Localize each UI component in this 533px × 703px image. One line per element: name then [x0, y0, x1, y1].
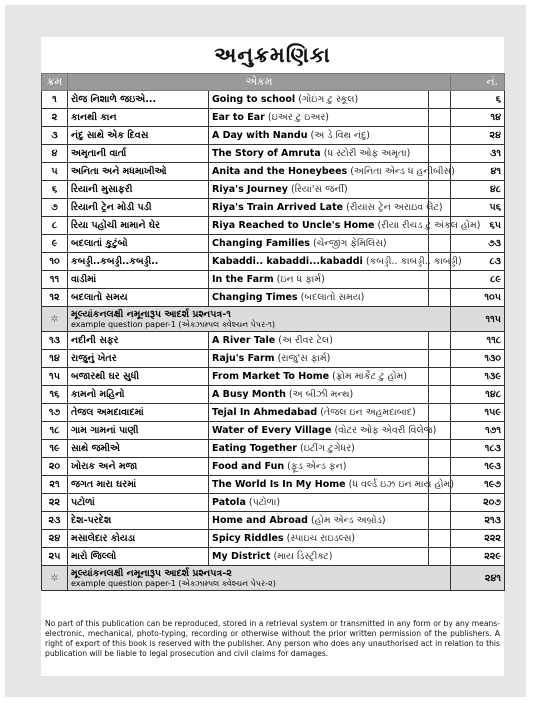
spacer [429, 494, 451, 512]
unit-title-english [209, 458, 429, 476]
page-number: ૫૬ [451, 199, 505, 217]
unit-title-english [209, 494, 429, 512]
spacer [429, 235, 451, 253]
english-title: Ear to Ear [212, 112, 265, 123]
unit-number: ૨૪ [42, 530, 68, 548]
unit-number: ૨ [42, 109, 68, 127]
unit-number: ૨૧ [42, 476, 68, 494]
page-number: ૧૩૦ [451, 350, 505, 368]
unit-title-english [209, 350, 429, 368]
star-icon: ✲ [42, 566, 68, 591]
transliteration: (ધ સ્ટોરી ઓફ અમૃતા) [323, 148, 411, 159]
unit-title-gujarati[interactable]: અમૃતાની વાર્તા [68, 145, 209, 163]
unit-title-english [209, 199, 443, 217]
table-header [42, 74, 505, 91]
page-number: ૭૩ [451, 235, 505, 253]
spacer [429, 350, 451, 368]
spacer [429, 404, 451, 422]
contents-table [41, 73, 505, 591]
unit-title-english [209, 440, 429, 458]
page-number: ૨૦૭ [451, 494, 505, 512]
header-number: ક્રમ [42, 74, 68, 91]
page-background [5, 5, 526, 697]
spacer [429, 332, 451, 350]
unit-title-gujarati[interactable]: દેશ-પરદેશ [68, 512, 209, 530]
unit-title-english [209, 253, 462, 271]
spacer [429, 530, 451, 548]
page-number: ૨૪૧ [451, 566, 505, 591]
table-row[interactable] [42, 271, 505, 289]
transliteration: (ફૂડ એન્ડ ફન) [287, 461, 347, 472]
spacer [429, 109, 451, 127]
table-row[interactable] [42, 530, 505, 548]
unit-title-gujarati[interactable]: મસાલેદાર કોયડા [68, 530, 209, 548]
table-row[interactable] [42, 91, 505, 109]
unit-title-gujarati[interactable]: કાનથી કાન [68, 109, 209, 127]
page-number: ૧૩૯ [451, 368, 505, 386]
table-row[interactable] [42, 440, 505, 458]
star-icon: ✲ [42, 307, 68, 332]
english-title: Anita and the Honeybees [212, 166, 348, 177]
unit-title-english [209, 163, 455, 181]
exam-paper-title[interactable] [68, 566, 451, 591]
english-title: Home and Abroad [212, 515, 308, 526]
unit-title-english [209, 127, 429, 145]
spacer [429, 440, 451, 458]
exam-paper-subtitle: example question paper-1 (એક્ઝામ્પલ ક્વેશ્ચન પેપર-૧) [71, 319, 276, 329]
spacer [429, 548, 451, 566]
transliteration: (અનિતા એન્ડ ધ હનીબીસ) [350, 166, 455, 177]
english-title: Tejal In Ahmedabad [212, 407, 318, 418]
page-number: ૧૪૮ [451, 386, 505, 404]
unit-number: ૮ [42, 217, 68, 235]
table-row[interactable] [42, 332, 505, 350]
unit-title-gujarati[interactable]: નંદુ સાથે એક દિવસ [68, 127, 209, 145]
transliteration: (કબડ્ડી.. કાબડ્ડી.. કાબડ્ડી) [365, 256, 462, 267]
unit-title-gujarati[interactable]: સાથે જમીએ [68, 440, 209, 458]
unit-number: ૬ [42, 181, 68, 199]
unit-number: ૧૯ [42, 440, 68, 458]
unit-title-gujarati[interactable]: કબડ્ડી..કબડ્ડી..કબડ્ડી.. [68, 253, 209, 271]
english-title: Raju's Farm [212, 353, 275, 364]
unit-title-english [209, 548, 429, 566]
page-number: ૬૫ [451, 217, 505, 235]
unit-title-gujarati[interactable]: જગત મારા ઘરમાં [68, 476, 209, 494]
english-title: The World Is In My Home [212, 479, 346, 490]
unit-title-gujarati[interactable]: રિયા પહોંચી મામાને ઘેર [68, 217, 209, 235]
table-row[interactable] [42, 494, 505, 512]
transliteration: (સ્પાઇચ રાઇડલ્સ) [286, 533, 356, 544]
table-row[interactable] [42, 404, 505, 422]
unit-number: ૧૭ [42, 404, 68, 422]
spacer [429, 127, 451, 145]
english-title: Riya's Journey [212, 184, 288, 195]
exam-paper-subtitle: example question paper-1 (એક્ઝામ્પલ ક્વેશ્ચન પેપર-૨) [71, 578, 276, 588]
unit-number: ૨૫ [42, 548, 68, 566]
transliteration: (રીયા રીચડ ટુ અંકલ હોમ) [377, 220, 481, 231]
page-number: ૪૮ [451, 181, 505, 199]
unit-title-gujarati[interactable]: રાજુનું ખેતર [68, 350, 209, 368]
page-number: ૧૧૫ [451, 307, 505, 332]
english-title: The Story of Amruta [212, 148, 321, 159]
english-title: Changing Times [212, 292, 298, 303]
table-row[interactable] [42, 350, 505, 368]
spacer [429, 458, 451, 476]
page-number: ૧૪ [451, 109, 505, 127]
page-number: ૨૧૩ [451, 512, 505, 530]
unit-title-english [209, 422, 437, 440]
english-title: Water of Every Village [212, 425, 332, 436]
page-number: ૮૩ [451, 253, 505, 271]
unit-title-english [209, 289, 429, 307]
spacer [429, 512, 451, 530]
table-row[interactable] [42, 181, 505, 199]
unit-title-english [209, 386, 429, 404]
table-row[interactable] [42, 217, 505, 235]
unit-number: ૪ [42, 145, 68, 163]
unit-title-gujarati[interactable]: રોજ નિશાળે જઇએ... [68, 91, 209, 109]
table-row[interactable] [42, 386, 505, 404]
page-number: ૨૪ [451, 127, 505, 145]
unit-number: ૧૦ [42, 253, 68, 271]
unit-number: ૨૨ [42, 494, 68, 512]
transliteration: (તેજલ ઇન અહમદાબાદ) [320, 407, 416, 418]
index-page [41, 37, 504, 676]
table-row[interactable] [42, 422, 505, 440]
unit-title-english [209, 145, 429, 163]
exam-paper-heading: મૂલ્યાંકનલક્ષી નમૂનારૂપ આદર્શ પ્રશ્નપત્ર-૧ [71, 308, 231, 320]
exam-paper-heading: મૂલ્યાંકનલક્ષી નમૂનારૂપ આદર્શ પ્રશ્નપત્ર-૨ [71, 567, 232, 579]
table-row[interactable] [42, 289, 505, 307]
unit-title-gujarati[interactable]: અનિતા અને મધમાખીઓ [68, 163, 209, 181]
english-title: From Market To Home [212, 371, 330, 382]
transliteration: (માય ડિસ્ટ્રીક્ટ) [273, 551, 333, 562]
transliteration: (હોમ એન્ડ અબ્રોડ) [311, 515, 386, 526]
transliteration: (રીયાસ ટ્રેન અરાઇવ લેટ) [346, 202, 443, 213]
unit-title-english [209, 368, 429, 386]
transliteration: (ધ વર્લ્ડ ઇઝ ઇન માય હોમ) [348, 479, 454, 490]
unit-title-gujarati[interactable]: વાડીમાં [68, 271, 209, 289]
unit-title-gujarati[interactable]: ગામ ગામનાં પાણી [68, 422, 209, 440]
english-title: Riya's Train Arrived Late [212, 202, 344, 213]
unit-title-english [209, 235, 429, 253]
spacer [429, 386, 451, 404]
page-number: ૧૧૮ [451, 332, 505, 350]
exam-paper-row[interactable] [42, 307, 505, 332]
header-unit: એકમ [68, 74, 451, 91]
page-number: ૬ [451, 91, 505, 109]
unit-number: ૧ [42, 91, 68, 109]
unit-title-gujarati[interactable]: બજારથી ઘર સુધી [68, 368, 209, 386]
english-title: A River Tale [212, 335, 276, 346]
table-row[interactable] [42, 512, 505, 530]
unit-title-gujarati[interactable]: તેજલ અમદાવાદમાં [68, 404, 209, 422]
unit-title-english [209, 91, 429, 109]
transliteration: (રાજુ'સ ફાર્મ) [277, 353, 331, 364]
english-title: Food and Fun [212, 461, 285, 472]
page-number: ૧૭૧ [451, 422, 505, 440]
english-title: Spicy Riddles [212, 533, 284, 544]
english-title: Eating Together [212, 443, 297, 454]
page-number: ૨૨૯ [451, 548, 505, 566]
table-row[interactable] [42, 127, 505, 145]
page-number: ૩૧ [451, 145, 505, 163]
unit-title-english [209, 271, 429, 289]
unit-title-english [209, 512, 429, 530]
unit-title-gujarati[interactable]: નદીની સફર [68, 332, 209, 350]
spacer [429, 181, 451, 199]
table-row[interactable] [42, 163, 505, 181]
transliteration: (ગોઇંગ ટુ સ્કૂલ) [298, 94, 359, 105]
english-title: Kabaddi.. kabaddi...kabaddi [212, 256, 363, 267]
table-row[interactable] [42, 548, 505, 566]
transliteration: (ઇટીંગ ટુગેધર) [300, 443, 355, 454]
transliteration: (બદલાતો સમય) [300, 292, 365, 303]
unit-number: ૨૩ [42, 512, 68, 530]
spacer [429, 145, 451, 163]
transliteration: (અ રીવર ટેલ) [278, 335, 333, 346]
page-number: ૧૮૩ [451, 440, 505, 458]
english-title: A Busy Month [212, 389, 286, 400]
unit-title-english [209, 530, 429, 548]
header-page: નં. [451, 74, 505, 91]
english-title: Patola [212, 497, 246, 508]
unit-title-gujarati[interactable]: મારો જિલ્લો [68, 548, 209, 566]
unit-number: ૧૨ [42, 289, 68, 307]
unit-title-english [209, 109, 429, 127]
exam-paper-row[interactable] [42, 566, 505, 591]
unit-number: ૫ [42, 163, 68, 181]
contents-body [42, 91, 505, 591]
unit-title-gujarati[interactable]: બદલાતો સમય [68, 289, 209, 307]
unit-title-gujarati[interactable]: રિયાની ટ્રેન મોડી પડી [68, 199, 209, 217]
unit-number: ૧૧ [42, 271, 68, 289]
page-title: અનુક્રમણિકા [214, 42, 331, 67]
unit-title-english [209, 332, 429, 350]
page-number: ૧૫૯ [451, 404, 505, 422]
table-row[interactable] [42, 368, 505, 386]
spacer [429, 91, 451, 109]
english-title: Riya Reached to Uncle's Home [212, 220, 375, 231]
unit-title-gujarati[interactable]: કામનો મહિનો [68, 386, 209, 404]
table-row[interactable] [42, 199, 505, 217]
page-number: ૧૯૭ [451, 476, 505, 494]
unit-title-english [209, 476, 454, 494]
page-number: ૪૧ [451, 163, 505, 181]
copyright-notice: No part of this publication can be reproduced, stored in a retrieval system or transmitted in any form or by any means-electronic, mechanical, photo-typing, recording or otherwise without the prior written permission of the publishers. A right of export of this book is reserved with the publisher. Any person who does any unauthorised act in relation to this publication will be liable to legal prosecution and civil claims for damages. [45, 619, 500, 658]
page-number: ૨૨૨ [451, 530, 505, 548]
table-row[interactable] [42, 235, 505, 253]
page-number: ૮૯ [451, 271, 505, 289]
spacer [429, 289, 451, 307]
transliteration: (પટોળા) [248, 497, 281, 508]
english-title: My District [212, 551, 271, 562]
transliteration: (અ ડે વિથ નંદુ) [310, 130, 370, 141]
english-title: Changing Families [212, 238, 310, 249]
spacer [429, 368, 451, 386]
english-title: In the Farm [212, 274, 274, 285]
page-number: ૧૯૩ [451, 458, 505, 476]
unit-number: ૨૦ [42, 458, 68, 476]
unit-title-english [209, 181, 429, 199]
table-row[interactable] [42, 476, 505, 494]
page-number: ૧૦૫ [451, 289, 505, 307]
unit-title-english [209, 217, 481, 235]
unit-title-english [209, 404, 429, 422]
table-row[interactable] [42, 109, 505, 127]
table-row[interactable] [42, 253, 505, 271]
unit-number: ૧૩ [42, 332, 68, 350]
unit-title-gujarati[interactable]: બદલાતાં કુટુંબો [68, 235, 209, 253]
unit-title-gujarati[interactable]: ખોરાક અને મજા [68, 458, 209, 476]
transliteration: (ઇઅર ટુ ઇઅર) [267, 112, 329, 123]
unit-title-gujarati[interactable]: રિયાની મુસાફરી [68, 181, 209, 199]
unit-number: ૧૪ [42, 350, 68, 368]
english-title: A Day with Nandu [212, 130, 308, 141]
unit-number: ૭ [42, 199, 68, 217]
exam-paper-title[interactable] [68, 307, 451, 332]
unit-number: ૯ [42, 235, 68, 253]
transliteration: (ઇન ધ ફાર્મ) [276, 274, 325, 285]
spacer [429, 271, 451, 289]
table-row[interactable] [42, 145, 505, 163]
transliteration: (ફ્રોમ માર્કેટ ટુ હોમ) [332, 371, 408, 382]
unit-number: ૧૫ [42, 368, 68, 386]
transliteration: (વોટર ઓફ એવરી વિલેજ) [334, 425, 437, 436]
english-title: Going to school [212, 94, 296, 105]
transliteration: (ચેન્જીંગ ફેમિલિસ) [312, 238, 387, 249]
unit-number: ૧૮ [42, 422, 68, 440]
unit-number: ૩ [42, 127, 68, 145]
transliteration: (રિયા'સ જર્ની) [291, 184, 348, 195]
transliteration: (અ બીઝી મન્થ) [288, 389, 354, 400]
unit-number: ૧૬ [42, 386, 68, 404]
unit-title-gujarati[interactable]: પટોળાં [68, 494, 209, 512]
table-row[interactable] [42, 458, 505, 476]
